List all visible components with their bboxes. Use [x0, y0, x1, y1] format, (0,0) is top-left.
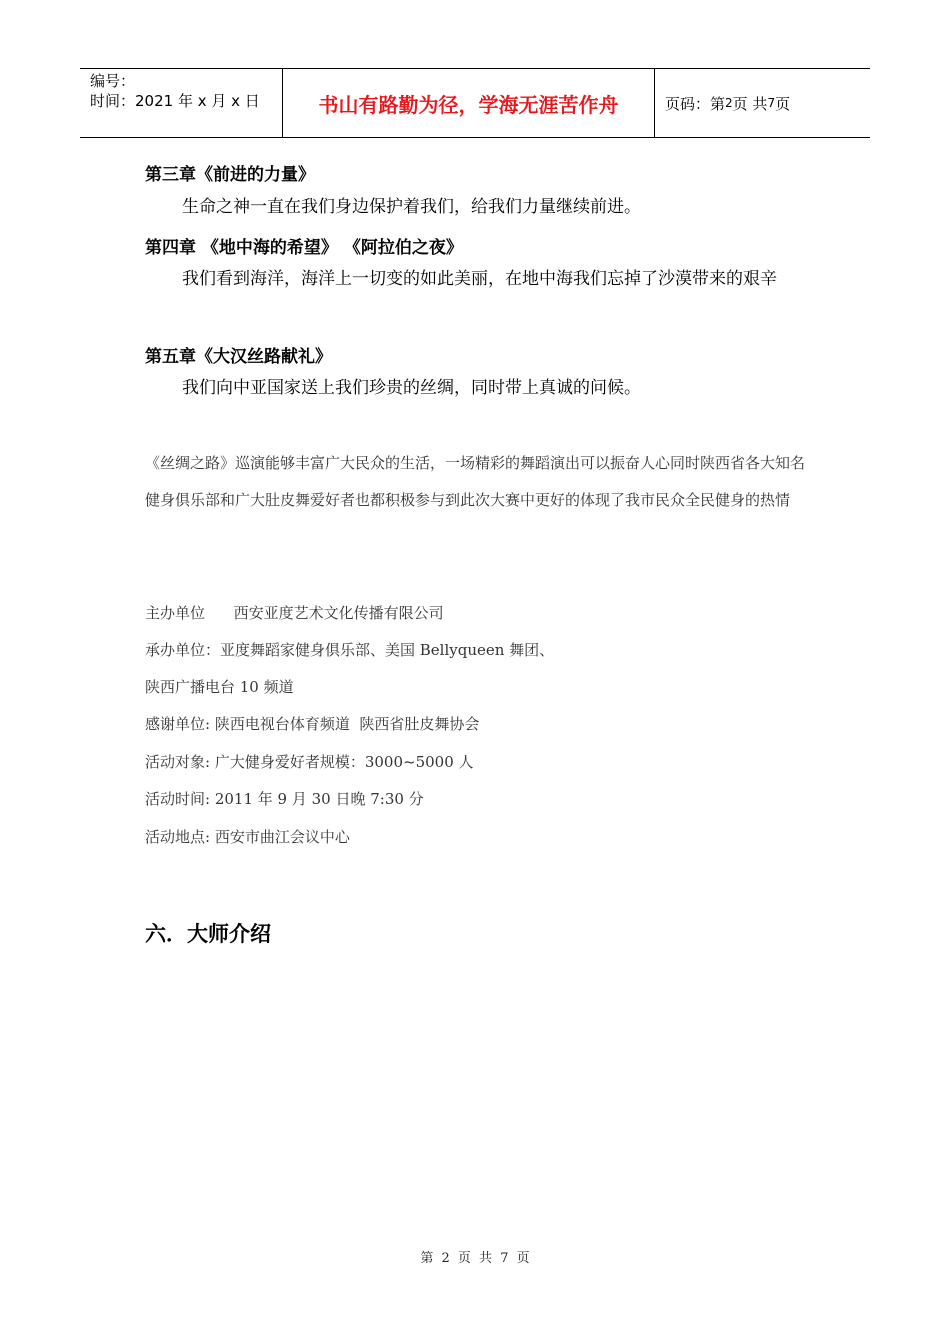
place-line: 活动地点: 西安市曲江会议中心	[145, 828, 350, 846]
document-header	[80, 68, 870, 138]
section-title: 六．大师介绍	[145, 922, 271, 946]
host-line: 主办单位 西安亚度艺术文化传播有限公司	[145, 604, 444, 622]
chapter-title: 第五章《大汉丝路献礼》	[145, 347, 332, 367]
header-motto: 书山有路勤为径，学海无涯苦作舟	[282, 69, 655, 137]
page-prefix: 页码：第	[665, 94, 726, 113]
page-suffix: 页	[775, 94, 791, 113]
page-footer: 第 2 页 共 7 页	[420, 1251, 530, 1266]
organizer-cont-line: 陕西广播电台 10 频道	[145, 678, 294, 696]
chapter-title: 第四章 《地中海的希望》 《阿拉伯之夜》	[145, 238, 463, 258]
audience-line: 活动对象: 广大健身爱好者规模：3000~5000 人	[145, 753, 474, 771]
page-mid: 页 共	[732, 94, 768, 113]
organizer-line: 承办单位：亚度舞蹈家健身俱乐部、美国 Bellyqueen 舞团、	[145, 641, 555, 659]
header-meta	[80, 69, 282, 137]
summary-paragraph: 《丝绸之路》巡演能够丰富广大民众的生活，一场精彩的舞蹈演出可以振奋人心同时陕西省各大知名健身俱乐部和广大肚皮舞爱好者也都积极参与到此次大赛中更好的体现了我市民众全民健身的热情	[145, 454, 806, 509]
chapter-title: 第三章《前进的力量》	[145, 165, 315, 185]
chapter-text: 我们向中亚国家送上我们珍贵的丝绸，同时带上真诚的问候。	[182, 378, 641, 398]
chapter-text: 生命之神一直在我们身边保护着我们，给我们力量继续前进。	[182, 197, 641, 217]
number-label: 编号：	[90, 72, 136, 90]
date-line: 时间：2021 年 x 月 x 日	[90, 92, 260, 110]
header-page-info	[655, 69, 870, 137]
page-current: 2	[725, 96, 733, 110]
thanks-line: 感谢单位: 陕西电视台体育频道 陕西省肚皮舞协会	[145, 715, 480, 733]
chapter-text: 我们看到海洋，海洋上一切变的如此美丽，在地中海我们忘掉了沙漠带来的艰辛	[182, 269, 777, 289]
time-line: 活动时间: 2011 年 9 月 30 日晚 7:30 分	[145, 790, 424, 808]
page-total: 7	[767, 96, 776, 110]
